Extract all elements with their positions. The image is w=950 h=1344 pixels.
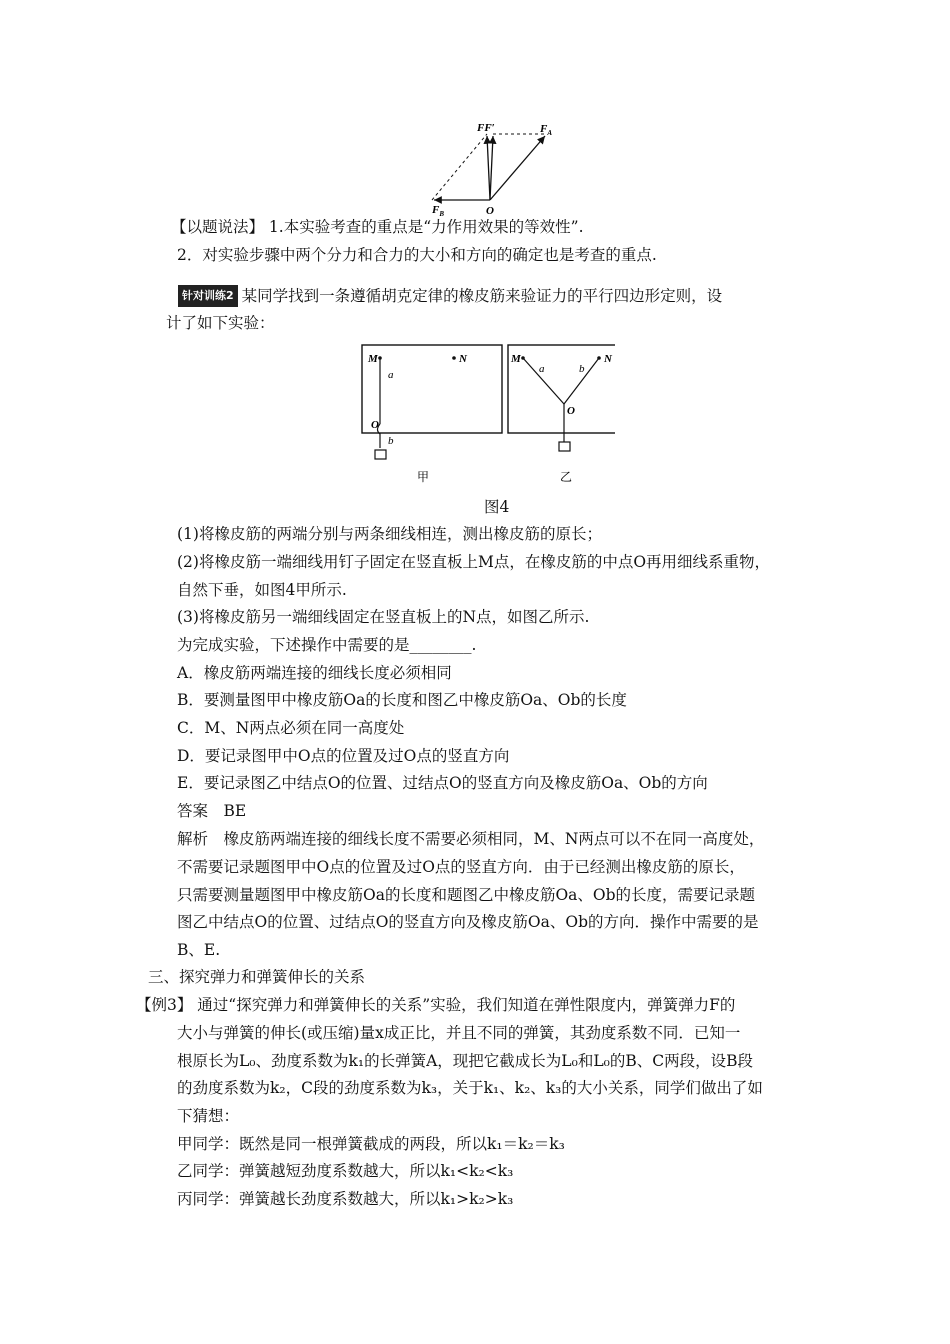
option-c: C．M、N两点必须在同一高度处 xyxy=(177,719,405,737)
fig4-jia: 甲 xyxy=(417,470,430,484)
text-line: 自然下垂，如图4甲所示. xyxy=(177,581,347,599)
label-o: O xyxy=(486,205,494,217)
section-heading: 三、探究弹力和弹簧伸长的关系 xyxy=(148,968,366,986)
svg-text:FB xyxy=(431,204,444,218)
guess-yi: 乙同学：弹簧越短劲度系数越大，所以k₁<k₂<k₃ xyxy=(177,1162,514,1180)
fig4-m-yi: M xyxy=(511,353,521,365)
analysis-line: 解析 橡皮筋两端连接的细线长度不需要必须相同，M、N两点可以不在同一高度处， xyxy=(177,830,765,848)
text-line: 2．对实验步骤中两个分力和合力的大小和方向的确定也是考查的重点. xyxy=(177,246,657,264)
text-line: 为完成实验，下述操作中需要的是________. xyxy=(177,636,477,654)
figure-caption: 图4 xyxy=(484,498,510,516)
example-line: 根原长为L₀、劲度系数为k₁的长弹簧A，现把它截成长为L₀和L₀的B、C两段，设B段 xyxy=(177,1052,753,1070)
fig4-b-yi: b xyxy=(579,363,585,375)
option-e: E．要记录图乙中结点O的位置、过结点O的竖直方向及橡皮筋Oa、Ob的方向 xyxy=(177,774,708,792)
analysis-line: 不需要记录题图甲中O点的位置及过O点的竖直方向．由于已经测出橡皮筋的原长， xyxy=(177,858,745,876)
option-a: A．橡皮筋两端连接的细线长度必须相同 xyxy=(177,664,452,682)
example-line: 大小与弹簧的伸长(或压缩)量x成正比，并且不同的弹簧，其劲度系数不同．已知一 xyxy=(177,1024,741,1042)
answer: 答案 BE xyxy=(177,802,247,820)
label-ff: FF′ xyxy=(477,122,495,134)
fig4-n-yi: N xyxy=(604,353,612,365)
figure-4 xyxy=(355,340,615,485)
text-line: (1)将橡皮筋的两端分别与两条细线相连，测出橡皮筋的原长； xyxy=(177,525,602,543)
training-badge: 针对训练2 xyxy=(178,285,238,307)
fig4-n-jia: N xyxy=(459,353,467,365)
guess-bing: 丙同学：弹簧越长劲度系数越大，所以k₁>k₂>k₃ xyxy=(177,1190,514,1208)
analysis-line: 图乙中结点O的位置、过结点O的竖直方向及橡皮筋Oa、Ob的方向．操作中需要的是 xyxy=(177,913,759,931)
fig4-o-jia: O xyxy=(371,419,379,431)
analysis-line: 只需要测量题图甲中橡皮筋Oa的长度和题图乙中橡皮筋Oa、Ob的长度，需要记录题 xyxy=(177,886,756,904)
force-parallelogram-figure xyxy=(420,118,570,218)
text-line: 【以题说法】 1.本实验考查的重点是“力作用效果的等效性”. xyxy=(171,218,584,236)
label-fa: F xyxy=(540,123,548,135)
guess-jia: 甲同学：既然是同一根弹簧截成的两段，所以k₁＝k₂＝k₃ xyxy=(177,1135,565,1153)
fig4-yi: 乙 xyxy=(560,470,573,484)
svg-text:FA xyxy=(539,123,552,137)
text-line: 计了如下实验： xyxy=(166,314,275,332)
fig4-a-yi: a xyxy=(539,363,545,375)
text-line: (2)将橡皮筋一端细线用钉子固定在竖直板上M点，在橡皮筋的中点O再用细线系重物， xyxy=(177,553,771,571)
option-b: B．要测量图甲中橡皮筋Oa的长度和图乙中橡皮筋Oa、Ob的长度 xyxy=(177,691,627,709)
text-line: (3)将橡皮筋另一端细线固定在竖直板上的N点，如图乙所示. xyxy=(177,608,590,626)
text-line: 针对训练2 某同学找到一条遵循胡克定律的橡皮筋来验证力的平行四边形定则，设 xyxy=(178,285,722,307)
fig4-a-jia: a xyxy=(388,369,394,381)
analysis-line: B、E. xyxy=(177,941,221,959)
example-line: 【例3】 通过“探究弹力和弹簧伸长的关系”实验，我们知道在弹性限度内，弹簧弹力F的 xyxy=(136,996,736,1014)
fig4-o-yi: O xyxy=(567,405,575,417)
option-d: D．要记录图甲中O点的位置及过O点的竖直方向 xyxy=(177,747,510,765)
label-fa-sub: A xyxy=(547,129,553,137)
example-line: 的劲度系数为k₂，C段的劲度系数为k₃，关于k₁、k₂、k₃的大小关系，同学们做出了如 xyxy=(177,1079,763,1097)
example-line: 下猜想： xyxy=(177,1107,240,1125)
label-fb-sub: B xyxy=(439,210,445,218)
fig4-m-jia: M xyxy=(368,353,378,365)
label-fb: F xyxy=(432,204,440,216)
fig4-b-jia: b xyxy=(388,435,394,447)
